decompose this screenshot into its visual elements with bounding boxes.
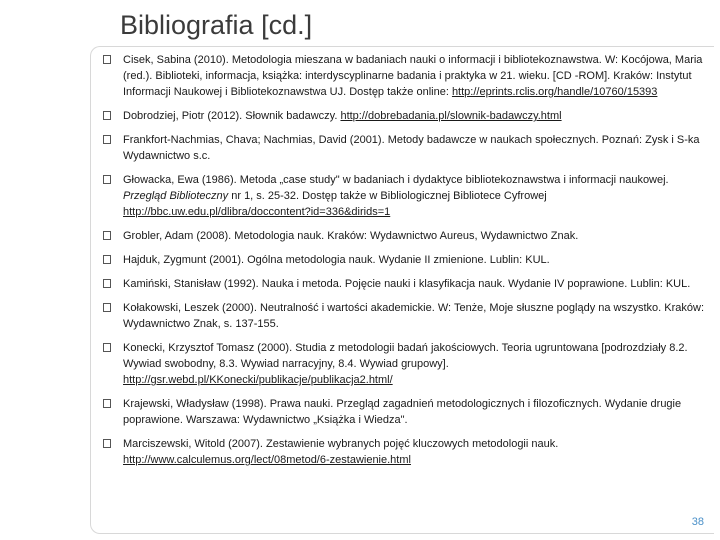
square-bullet-icon bbox=[103, 135, 111, 144]
bibliography-entry bbox=[103, 172, 708, 220]
square-bullet-icon bbox=[103, 343, 111, 352]
bibliography-entry bbox=[103, 252, 708, 268]
square-bullet-icon bbox=[103, 255, 111, 264]
entry-text: Kamiński, Stanisław (1992). Nauka i metoda. Pojęcie nauki i klasyfikacja nauk. Wydanie IV poprawione. Lublin: KUL. bbox=[123, 278, 691, 290]
entry-text: Frankfort-Nachmias, Chava; Nachmias, David (2001). Metody badawcze w naukach społecznych. Poznań: Zysk i S-ka Wydawnictwo s.c. bbox=[123, 134, 700, 162]
bibliography-entry bbox=[103, 108, 708, 124]
bibliography-entry bbox=[103, 300, 708, 332]
journal-title: Przegląd Biblioteczny bbox=[123, 190, 229, 202]
bibliography-list bbox=[103, 52, 708, 476]
bibliography-entry bbox=[103, 228, 708, 244]
entry-text: Hajduk, Zygmunt (2001). Ogólna metodologia nauk. Wydanie II zmienione. Lublin: KUL. bbox=[123, 254, 550, 266]
entry-text: Cisek, Sabina (2010). Metodologia mieszana w badaniach nauki o informacji i bibliotekoznawstwa. W: Kocójowa, Maria (red.). Biblioteki, informacja, książka: interdyscyplinarne badania i praktyka w 21. wieku. [CD -ROM]. Kraków: Instytut Informacji Naukowej i Bibliotekoznawstwa UJ. Dostęp także online: bbox=[123, 54, 703, 98]
entry-text: Kołakowski, Leszek (2000). Neutralność i wartości akademickie. W: Tenże, Moje słuszne poglądy na wszystko. Kraków: Wydawnictwo Znak, s. 137-155. bbox=[123, 302, 705, 330]
entry-text-continued: nr 1, s. 25-32. Dostęp także w Bibliologicznej Bibliotece Cyfrowej bbox=[228, 190, 547, 202]
square-bullet-icon bbox=[103, 231, 111, 240]
square-bullet-icon bbox=[103, 55, 111, 64]
entry-text: Grobler, Adam (2008). Metodologia nauk. Kraków: Wydawnictwo Aureus, Wydawnictwo Znak. bbox=[123, 230, 579, 242]
square-bullet-icon bbox=[103, 303, 111, 312]
entry-link[interactable]: http://gsr.webd.pl/KKonecki/publikacje/publikacja2.html/ bbox=[123, 374, 393, 386]
bibliography-entry bbox=[103, 132, 708, 164]
slide-title: Bibliografia [cd.] bbox=[120, 10, 313, 40]
entry-link[interactable]: http://eprints.rclis.org/handle/10760/15393 bbox=[451, 86, 658, 98]
entry-text: Krajewski, Władysław (1998). Prawa nauki. Przegląd zagadnień metodologicznych i filozoficznych. Wydanie drugie poprawione. Warszawa: Wydawnictwo „Książka i Wiedza". bbox=[123, 398, 682, 426]
bibliography-entry bbox=[103, 52, 708, 100]
bibliography-entry bbox=[103, 276, 708, 292]
entry-text: Marciszewski, Witold (2007). Zestawienie wybranych pojęć kluczowych metodologii nauk. bbox=[123, 438, 559, 450]
bibliography-entry bbox=[103, 340, 708, 388]
entry-text: Dobrodziej, Piotr (2012). Słownik badawczy. bbox=[123, 110, 341, 122]
entry-text: Głowacka, Ewa (1986). Metoda „case study" w badaniach i dydaktyce bibliotekoznawstwa i informacji naukowej. bbox=[123, 174, 669, 186]
square-bullet-icon bbox=[103, 175, 111, 184]
entry-link[interactable]: http://bbc.uw.edu.pl/dlibra/doccontent?id=336&dirids=1 bbox=[123, 206, 391, 218]
square-bullet-icon bbox=[103, 279, 111, 288]
entry-text: Konecki, Krzysztof Tomasz (2000). Studia z metodologii badań jakościowych. Teoria ugruntowana [podrozdziały 8.2. Wywiad swobodny, 8.3. Wywiad narracyjny, 8.4. Wywiad grupowy]. bbox=[123, 342, 688, 370]
square-bullet-icon bbox=[103, 439, 111, 448]
square-bullet-icon bbox=[103, 399, 111, 408]
page-number: 38 bbox=[691, 516, 704, 528]
entry-link[interactable]: http://dobrebadania.pl/slownik-badawczy.html bbox=[340, 110, 562, 122]
square-bullet-icon bbox=[103, 111, 111, 120]
entry-link[interactable]: http://www.calculemus.org/lect/08metod/6-zestawienie.html bbox=[123, 454, 411, 466]
bibliography-entry bbox=[103, 396, 708, 428]
bibliography-entry bbox=[103, 436, 708, 468]
